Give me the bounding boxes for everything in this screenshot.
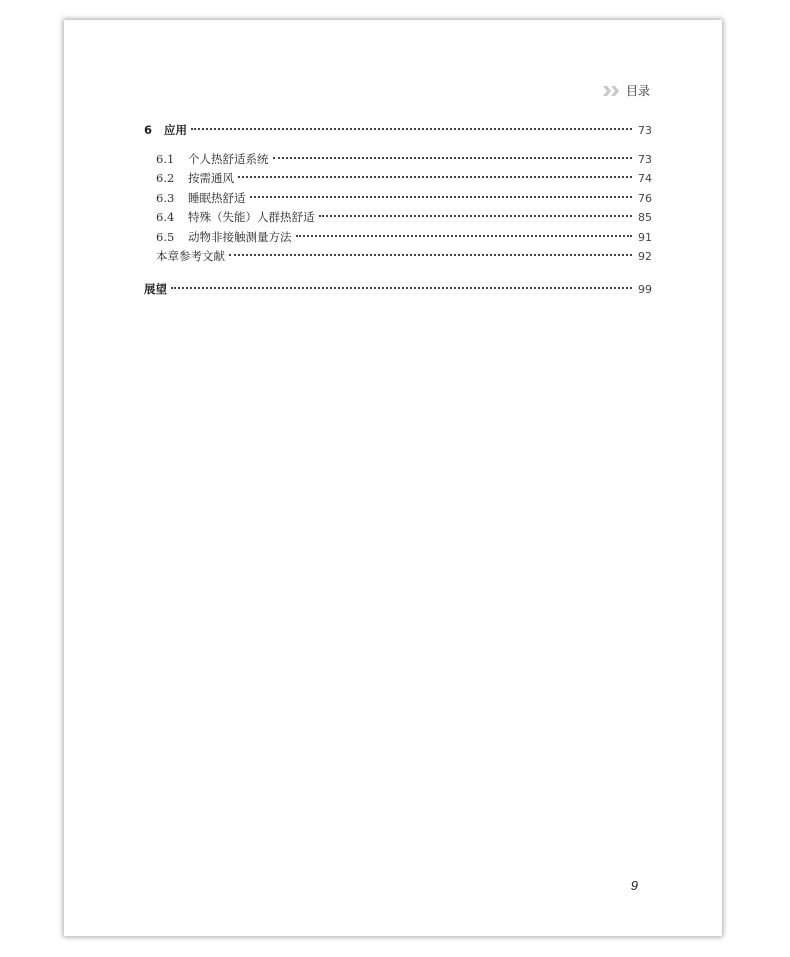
section-title: 特殊（失能）人群热舒适 [188, 210, 315, 224]
section-number: 6.5 [156, 229, 175, 244]
section-page-number: 74 [638, 172, 652, 185]
chapter-page-number: 73 [638, 124, 652, 137]
toc-section-entry[interactable] [144, 228, 652, 248]
references-title: 本章参考文献 [156, 249, 225, 263]
toc-section-entry[interactable] [144, 208, 652, 228]
dot-leader [171, 287, 632, 289]
double-chevron-right-icon [603, 86, 621, 96]
page-number: 9 [630, 878, 638, 893]
outlook-title: 展望 [144, 281, 167, 296]
section-title: 睡眠热舒适 [188, 190, 246, 205]
dot-leader [191, 128, 632, 130]
toc-section-entry[interactable] [144, 150, 652, 170]
dot-leader [319, 215, 633, 217]
section-number: 6.2 [156, 171, 175, 185]
outlook-page-number: 99 [638, 282, 652, 296]
header-section-label: 目录 [625, 84, 650, 98]
running-header [603, 82, 650, 99]
document-page [64, 20, 722, 936]
chapter-number: 6 [144, 123, 153, 137]
toc-section-entry[interactable] [144, 189, 652, 209]
toc-chapter-entry[interactable] [144, 121, 652, 141]
dot-leader [229, 254, 632, 256]
toc-section-entry[interactable] [144, 169, 652, 189]
dot-leader [273, 157, 633, 159]
section-title: 按需通风 [188, 171, 234, 185]
dot-leader [296, 235, 633, 237]
references-page-number: 92 [638, 250, 652, 263]
table-of-contents [144, 121, 652, 299]
toc-outlook-entry[interactable] [144, 280, 652, 300]
section-number: 6.3 [156, 190, 175, 205]
section-page-number: 85 [638, 211, 652, 224]
section-page-number: 73 [638, 152, 652, 166]
dot-leader [250, 196, 633, 198]
section-number: 6.4 [156, 210, 175, 224]
dot-leader [238, 176, 632, 178]
section-title: 动物非接触测量方法 [188, 229, 292, 244]
section-page-number: 76 [638, 191, 652, 205]
chapter-title: 应用 [164, 123, 187, 137]
toc-references-entry[interactable] [144, 247, 652, 267]
section-title: 个人热舒适系统 [188, 151, 269, 166]
section-page-number: 91 [638, 230, 652, 244]
section-number: 6.1 [156, 151, 175, 166]
